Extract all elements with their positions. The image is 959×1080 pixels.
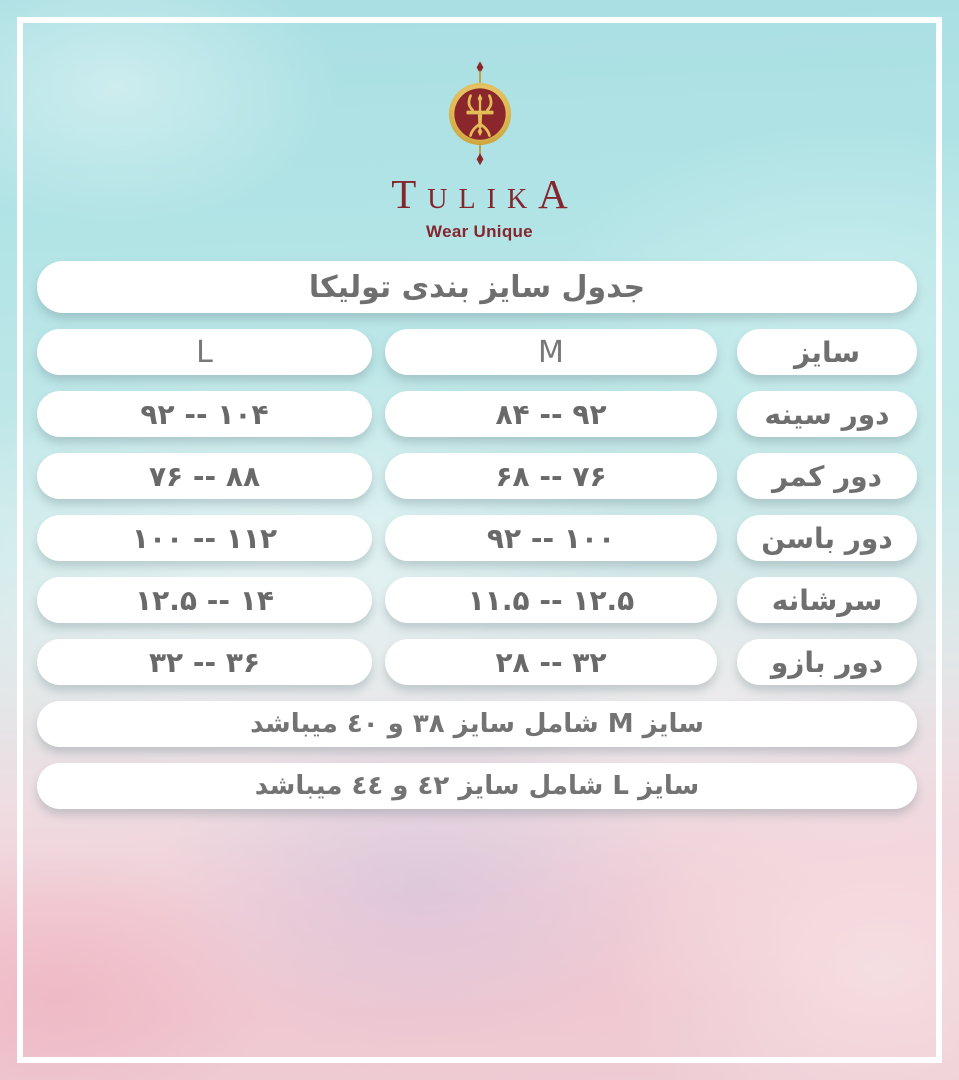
table-row-hip xyxy=(37,515,917,561)
hip-m-value: ۹۲ -- ۱۰۰ xyxy=(385,515,717,561)
note-size-m: سایز M شامل سایز ۳۸ و ٤٠ میباشد xyxy=(37,701,917,747)
table-row-waist xyxy=(37,453,917,499)
note-size-l: سایز L شامل سایز ٤٢ و ٤٤ میباشد xyxy=(37,763,917,809)
tulika-logo-icon xyxy=(430,60,530,168)
arm-m-value: ۲۸ -- ۳۲ xyxy=(385,639,717,685)
arm-l-value: ۳۲ -- ۳۶ xyxy=(37,639,372,685)
column-header-l: L xyxy=(37,329,372,375)
table-row-arm xyxy=(37,639,917,685)
brand-wordmark xyxy=(391,171,568,217)
waist-m-value: ۶۸ -- ۷۶ xyxy=(385,453,717,499)
column-header-size: سایز xyxy=(737,329,917,375)
shoulder-m-value: ۱۱.۵ -- ۱۲.۵ xyxy=(385,577,717,623)
brand-tagline: Wear Unique xyxy=(426,222,533,241)
table-row-shoulder xyxy=(37,577,917,623)
row-label-chest: دور سینه xyxy=(737,391,917,437)
row-label-shoulder: سرشانه xyxy=(737,577,917,623)
chest-m-value: ۸۴ -- ۹۲ xyxy=(385,391,717,437)
column-header-m: M xyxy=(385,329,717,375)
row-label-waist: دور کمر xyxy=(737,453,917,499)
brand-header xyxy=(0,60,959,242)
brand-letter: I xyxy=(486,184,496,215)
size-chart-title: جدول سایز بندی تولیکا xyxy=(37,261,917,313)
shoulder-l-value: ۱۲.۵ -- ۱۴ xyxy=(37,577,372,623)
waist-l-value: ۷۶ -- ۸۸ xyxy=(37,453,372,499)
brand-letter: L xyxy=(458,184,476,215)
header-row xyxy=(37,329,917,375)
brand-letter: U xyxy=(427,184,448,215)
row-label-arm: دور بازو xyxy=(737,639,917,685)
brand-letter: T xyxy=(391,171,417,217)
size-chart xyxy=(37,261,917,809)
brand-letter: A xyxy=(538,171,568,217)
brand-letter: K xyxy=(506,184,528,215)
chest-l-value: ۹۲ -- ۱۰۴ xyxy=(37,391,372,437)
table-row-chest xyxy=(37,391,917,437)
hip-l-value: ۱۰۰ -- ۱۱۲ xyxy=(37,515,372,561)
row-label-hip: دور باسن xyxy=(737,515,917,561)
